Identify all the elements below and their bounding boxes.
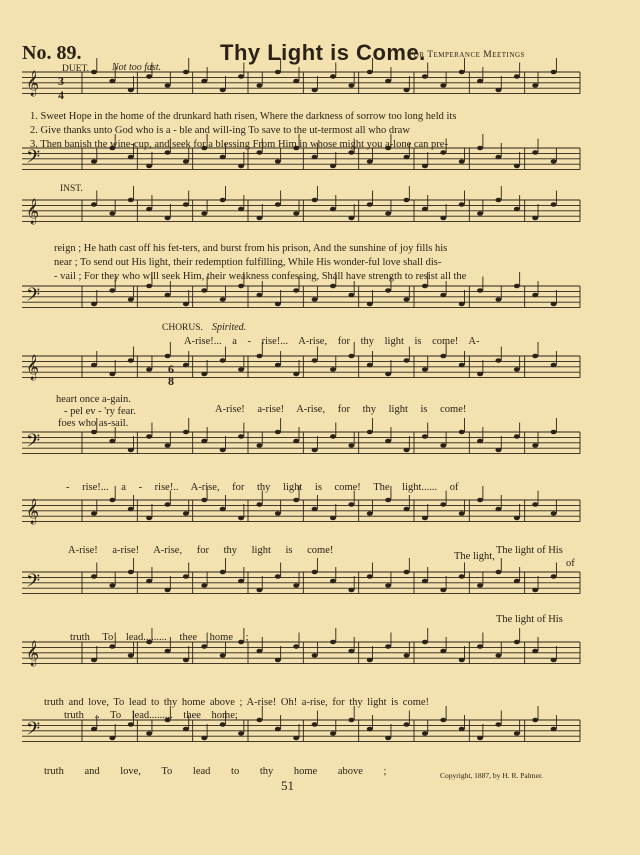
note-head xyxy=(91,430,97,435)
note-head xyxy=(477,372,483,377)
note-head xyxy=(404,155,410,160)
note-head xyxy=(367,202,373,207)
note-head xyxy=(312,653,318,658)
note-head xyxy=(293,439,299,444)
note-head xyxy=(348,649,354,654)
note-head xyxy=(514,579,520,584)
note-head xyxy=(238,207,244,212)
note-head xyxy=(256,150,262,155)
note-head xyxy=(220,653,226,658)
note-head xyxy=(165,293,171,298)
note-head xyxy=(385,211,391,216)
note-head xyxy=(422,284,428,289)
note-head xyxy=(532,502,538,507)
note-head xyxy=(201,736,207,741)
hymn-number: No. 89. xyxy=(22,42,82,64)
note-head xyxy=(367,430,373,435)
note-head xyxy=(220,88,226,93)
note-head xyxy=(183,574,189,579)
note-head xyxy=(385,372,391,377)
note-head xyxy=(312,155,318,160)
note-head xyxy=(348,83,354,88)
note-head xyxy=(220,198,226,203)
note-head xyxy=(459,363,465,368)
note-head xyxy=(146,731,152,736)
note-head xyxy=(238,74,244,79)
note-head xyxy=(256,443,262,448)
note-head xyxy=(348,588,354,593)
note-head xyxy=(256,649,262,654)
note-head xyxy=(477,79,483,84)
note-head xyxy=(367,363,373,368)
chorus-time-bottom: 8 xyxy=(168,374,174,388)
note-head xyxy=(238,367,244,372)
note-head xyxy=(440,502,446,507)
note-head xyxy=(477,644,483,649)
note-head xyxy=(109,498,115,503)
note-head xyxy=(183,363,189,368)
note-head xyxy=(348,354,354,359)
note-head xyxy=(165,83,171,88)
note-head xyxy=(495,297,501,302)
note-head xyxy=(404,722,410,727)
verse-3-line-1: 3. Then banish the wine-cup, and seek for a blessing From Him in whose might you a-lone can pre- xyxy=(30,139,448,150)
chorus-time-top: 6 xyxy=(168,362,174,376)
note-head xyxy=(275,70,281,75)
note-head xyxy=(495,507,501,512)
note-head xyxy=(238,164,244,169)
bass-clef-icon: 𝄢 xyxy=(26,431,41,456)
note-head xyxy=(201,644,207,649)
note-head xyxy=(275,202,281,207)
note-head xyxy=(551,658,557,663)
note-head xyxy=(440,718,446,723)
tempo-marking: Not too fast. xyxy=(112,62,162,73)
note-head xyxy=(109,288,115,293)
note-head xyxy=(330,74,336,79)
note-head xyxy=(91,727,97,732)
note-head xyxy=(440,649,446,654)
note-head xyxy=(330,164,336,169)
note-head xyxy=(440,354,446,359)
note-head xyxy=(293,583,299,588)
note-head xyxy=(404,198,410,203)
note-head xyxy=(275,430,281,435)
verse-end-3: foes who as-sail. xyxy=(58,418,129,429)
note-head xyxy=(385,498,391,503)
note-head xyxy=(532,293,538,298)
note-head xyxy=(109,372,115,377)
note-head xyxy=(183,159,189,164)
note-head xyxy=(422,434,428,439)
note-head xyxy=(422,579,428,584)
note-head xyxy=(91,159,97,164)
copyright-notice: Copyright, 1887, by H. R. Palmer. xyxy=(440,771,543,780)
bass-clef-icon: 𝄢 xyxy=(26,285,41,310)
note-head xyxy=(367,70,373,75)
bass-clef-icon: 𝄢 xyxy=(26,719,41,744)
verse-1-line-2: reign ; He hath cast off his fet-ters, and burst from his prison, And the sunshine of joy fills his xyxy=(54,243,448,254)
note-head xyxy=(477,736,483,741)
note-head xyxy=(165,150,171,155)
note-head xyxy=(514,74,520,79)
chorus-upper-lyric: A-rise!... a - rise!... A-rise, for thy light is come! A- xyxy=(184,336,480,347)
note-head xyxy=(459,727,465,732)
note-head xyxy=(495,448,501,453)
note-head xyxy=(312,448,318,453)
note-head xyxy=(477,288,483,293)
note-head xyxy=(367,727,373,732)
note-head xyxy=(330,640,336,645)
note-head xyxy=(422,516,428,521)
note-head xyxy=(404,507,410,512)
note-head xyxy=(551,363,557,368)
note-head xyxy=(422,164,428,169)
note-head xyxy=(183,727,189,732)
note-head xyxy=(422,207,428,212)
time-sig-bottom: 4 xyxy=(58,88,64,102)
note-head xyxy=(404,653,410,658)
note-head xyxy=(459,202,465,207)
note-head xyxy=(330,284,336,289)
note-head xyxy=(183,511,189,516)
note-head xyxy=(293,498,299,503)
treble-clef-icon: 𝄞 xyxy=(26,199,40,224)
note-head xyxy=(532,718,538,723)
note-head xyxy=(330,731,336,736)
note-head xyxy=(312,722,318,727)
note-head xyxy=(404,448,410,453)
note-head xyxy=(495,88,501,93)
verse-3-line-2: - vail ; For they who will seek Him, their weakness confessing, Shall have strength to resist all the xyxy=(54,271,467,282)
note-head xyxy=(128,88,134,93)
note-head xyxy=(146,367,152,372)
note-head xyxy=(220,358,226,363)
note-head xyxy=(146,164,152,169)
note-head xyxy=(532,216,538,221)
note-head xyxy=(238,516,244,521)
note-head xyxy=(477,498,483,503)
note-head xyxy=(183,202,189,207)
note-head xyxy=(238,284,244,289)
note-head xyxy=(220,722,226,727)
note-head xyxy=(532,649,538,654)
note-head xyxy=(256,354,262,359)
note-head xyxy=(312,297,318,302)
system4-bass-lyric-a: The light, xyxy=(454,551,495,562)
note-head xyxy=(477,439,483,444)
note-head xyxy=(532,588,538,593)
note-head xyxy=(146,434,152,439)
note-head xyxy=(330,516,336,521)
note-head xyxy=(128,198,134,203)
note-head xyxy=(495,155,501,160)
note-head xyxy=(551,574,557,579)
note-head xyxy=(146,207,152,212)
note-head xyxy=(165,354,171,359)
note-head xyxy=(348,150,354,155)
note-head xyxy=(551,727,557,732)
note-head xyxy=(256,216,262,221)
chorus-tempo: Spirited. xyxy=(212,322,247,333)
treble-clef-icon: 𝄞 xyxy=(26,499,40,524)
note-head xyxy=(495,358,501,363)
note-head xyxy=(293,79,299,84)
note-head xyxy=(440,443,446,448)
note-head xyxy=(312,507,318,512)
note-head xyxy=(201,498,207,503)
system4-bass-lyric-d: The light of His xyxy=(496,614,563,625)
note-head xyxy=(477,583,483,588)
note-head xyxy=(385,288,391,293)
chorus-label: CHORUS. xyxy=(162,323,203,333)
note-head xyxy=(165,443,171,448)
note-head xyxy=(514,284,520,289)
note-head xyxy=(275,511,281,516)
note-head xyxy=(312,358,318,363)
note-head xyxy=(275,658,281,663)
note-head xyxy=(275,574,281,579)
bass-clef-icon: 𝄢 xyxy=(26,571,41,596)
note-head xyxy=(109,583,115,588)
note-head xyxy=(348,293,354,298)
note-head xyxy=(109,644,115,649)
note-head xyxy=(532,443,538,448)
system4-bass-lyric-b: The light of His xyxy=(496,545,563,556)
note-head xyxy=(459,511,465,516)
note-head xyxy=(109,736,115,741)
note-head xyxy=(128,297,134,302)
note-head xyxy=(275,727,281,732)
note-head xyxy=(367,658,373,663)
treble-clef-icon: 𝄞 xyxy=(26,641,40,666)
note-head xyxy=(495,722,501,727)
note-head xyxy=(551,202,557,207)
note-head xyxy=(440,588,446,593)
note-head xyxy=(220,155,226,160)
note-head xyxy=(312,198,318,203)
system5-alto-lyric: truth .. To lead......... thee home; xyxy=(64,710,238,721)
note-head xyxy=(238,731,244,736)
note-head xyxy=(91,70,97,75)
note-head xyxy=(514,731,520,736)
note-head xyxy=(385,736,391,741)
note-head xyxy=(128,448,134,453)
page-number: 51 xyxy=(281,778,294,793)
note-head xyxy=(551,70,557,75)
note-head xyxy=(385,644,391,649)
note-head xyxy=(256,293,262,298)
note-head xyxy=(293,736,299,741)
note-head xyxy=(275,363,281,368)
note-head xyxy=(551,430,557,435)
note-head xyxy=(238,579,244,584)
system4-lower-lyric: A-rise! a-rise! A-rise, for thy light is come! xyxy=(68,545,334,556)
note-head xyxy=(220,297,226,302)
note-head xyxy=(477,146,483,151)
note-head xyxy=(312,570,318,575)
note-head xyxy=(183,430,189,435)
note-head xyxy=(128,570,134,575)
note-head xyxy=(256,718,262,723)
note-head xyxy=(385,439,391,444)
note-head xyxy=(201,439,207,444)
system4-bass-lyric-c: of xyxy=(566,558,575,569)
treble-clef-icon: 𝄞 xyxy=(26,71,40,96)
note-head xyxy=(514,516,520,521)
note-head xyxy=(459,574,465,579)
note-head xyxy=(477,211,483,216)
system5-mid-lyric: truth and love, To lead to thy home above ; A-rise! Oh! a-rise, for thy light is come! xyxy=(44,697,430,708)
note-head xyxy=(459,658,465,663)
verse-2-line-1: 2. Give thanks unto God who is a - ble and will-ing To save to the ut-termost all who draw xyxy=(30,125,410,136)
note-head xyxy=(183,302,189,307)
note-head xyxy=(293,211,299,216)
note-head xyxy=(422,640,428,645)
note-head xyxy=(275,159,281,164)
note-head xyxy=(551,302,557,307)
note-head xyxy=(165,588,171,593)
note-head xyxy=(128,358,134,363)
note-head xyxy=(532,83,538,88)
note-head xyxy=(128,507,134,512)
note-head xyxy=(256,588,262,593)
note-head xyxy=(91,658,97,663)
note-head xyxy=(367,302,373,307)
note-head xyxy=(330,367,336,372)
note-head xyxy=(514,207,520,212)
system5-upper-lyric: truth To lead......... thee home ; xyxy=(70,632,249,643)
note-head xyxy=(551,159,557,164)
note-head xyxy=(91,363,97,368)
note-head xyxy=(385,79,391,84)
note-head xyxy=(330,434,336,439)
note-head xyxy=(348,718,354,723)
note-head xyxy=(348,443,354,448)
note-head xyxy=(220,507,226,512)
note-head xyxy=(348,502,354,507)
note-head xyxy=(238,434,244,439)
note-head xyxy=(201,583,207,588)
note-head xyxy=(495,653,501,658)
verse-2-line-2: near ; To send out His light, their redemption fulfilling, While His wonder-ful love shall dis- xyxy=(54,257,442,268)
verse-1-line-1: 1. Sweet Hope in the home of the drunkard hath risen, Where the darkness of sorrow too long held its xyxy=(30,111,457,122)
note-head xyxy=(293,372,299,377)
note-head xyxy=(440,83,446,88)
system5-bass-lyric: truth and love, To lead to thy home above ; xyxy=(44,766,387,777)
note-head xyxy=(514,164,520,169)
note-head xyxy=(146,74,152,79)
note-head xyxy=(109,439,115,444)
note-head xyxy=(201,79,207,84)
note-head xyxy=(459,430,465,435)
note-head xyxy=(495,570,501,575)
note-head xyxy=(532,354,538,359)
note-head xyxy=(514,434,520,439)
note-head xyxy=(312,88,318,93)
inst-label: INST. xyxy=(60,184,83,194)
hymn-subtitle: For Temperance Meetings xyxy=(408,50,525,60)
system4-upper-lyric: - rise!... a - rise!.. A-rise, for thy light is come! The light...... of xyxy=(66,482,459,493)
note-head xyxy=(367,574,373,579)
bass-clef-icon: 𝄢 xyxy=(26,147,41,172)
note-head xyxy=(330,579,336,584)
note-head xyxy=(367,511,373,516)
note-head xyxy=(165,216,171,221)
note-head xyxy=(220,570,226,575)
note-head xyxy=(165,649,171,654)
note-head xyxy=(128,653,134,658)
note-head xyxy=(293,644,299,649)
note-head xyxy=(330,207,336,212)
chorus-lower-lyric: A-rise! a-rise! A-rise, for thy light is come! xyxy=(215,404,467,415)
note-head xyxy=(146,579,152,584)
note-head xyxy=(128,155,134,160)
note-head xyxy=(440,293,446,298)
note-head xyxy=(220,448,226,453)
note-head xyxy=(109,211,115,216)
note-head xyxy=(183,70,189,75)
note-head xyxy=(532,150,538,155)
note-head xyxy=(109,79,115,84)
note-head xyxy=(256,83,262,88)
note-head xyxy=(183,658,189,663)
note-head xyxy=(146,516,152,521)
note-head xyxy=(514,640,520,645)
note-head xyxy=(459,159,465,164)
time-sig-top: 3 xyxy=(58,74,64,88)
note-head xyxy=(404,358,410,363)
verse-end-1: heart once a-gain. xyxy=(56,394,131,405)
note-head xyxy=(514,367,520,372)
note-head xyxy=(459,302,465,307)
note-head xyxy=(495,198,501,203)
voicing-label: DUET. xyxy=(62,64,89,74)
note-head xyxy=(440,150,446,155)
note-head xyxy=(404,570,410,575)
note-head xyxy=(201,372,207,377)
hymn-title: Thy Light is Come. xyxy=(220,40,426,65)
verse-end-2: - pel ev - 'ry fear. xyxy=(64,406,136,417)
note-head xyxy=(91,511,97,516)
note-head xyxy=(91,302,97,307)
note-head xyxy=(201,211,207,216)
note-head xyxy=(128,722,134,727)
note-head xyxy=(404,88,410,93)
note-head xyxy=(91,202,97,207)
note-head xyxy=(404,297,410,302)
note-head xyxy=(91,574,97,579)
note-head xyxy=(440,216,446,221)
note-head xyxy=(385,583,391,588)
treble-clef-icon: 𝄞 xyxy=(26,355,40,380)
note-head xyxy=(293,288,299,293)
note-head xyxy=(422,74,428,79)
note-head xyxy=(367,159,373,164)
note-head xyxy=(551,511,557,516)
note-head xyxy=(201,288,207,293)
note-head xyxy=(348,216,354,221)
note-head xyxy=(146,284,152,289)
note-head xyxy=(459,70,465,75)
note-head xyxy=(275,302,281,307)
note-head xyxy=(422,731,428,736)
note-head xyxy=(165,502,171,507)
note-head xyxy=(422,367,428,372)
note-head xyxy=(256,502,262,507)
